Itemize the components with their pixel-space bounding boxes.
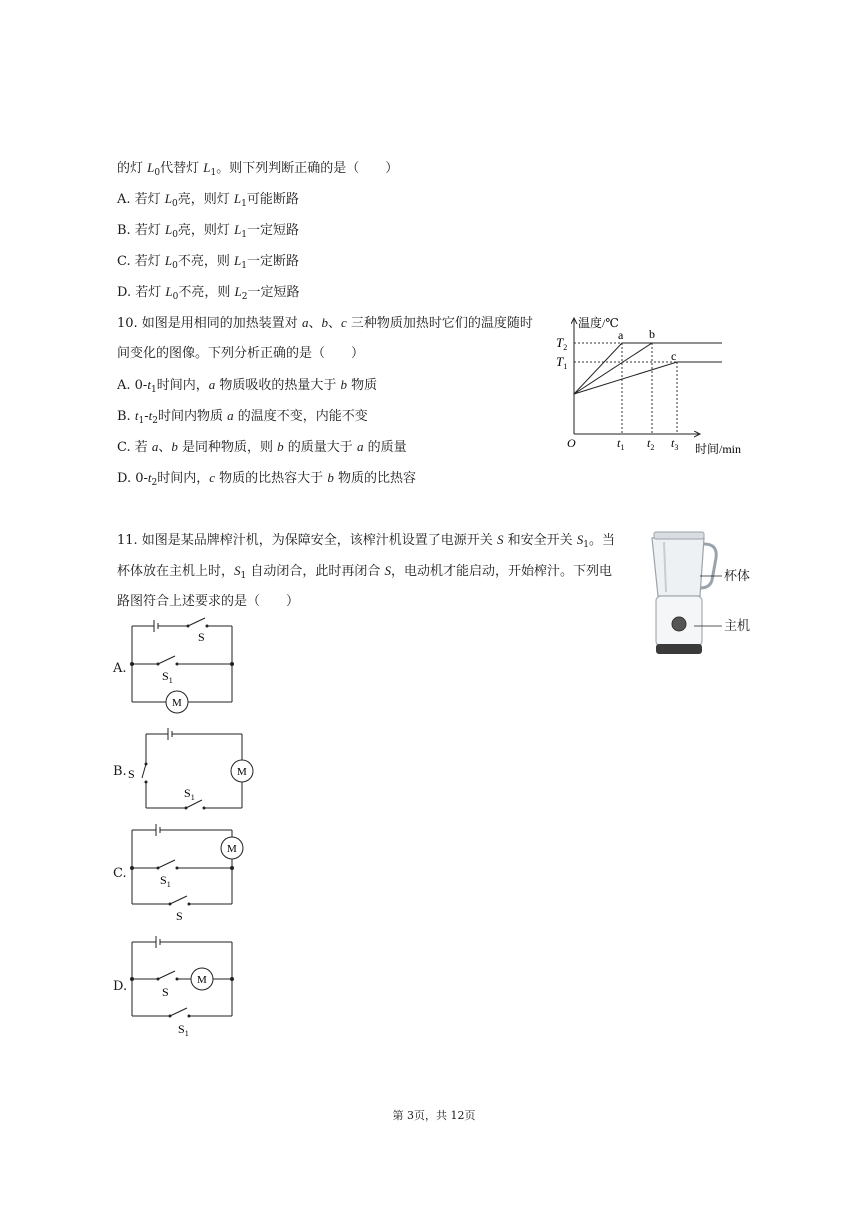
- juicer-image: [640, 528, 760, 663]
- circuit-a-motor-label: M: [172, 697, 182, 709]
- circuit-d-s-label: S: [162, 985, 169, 999]
- temperature-time-graph: [550, 310, 765, 460]
- q10-option-c: C. 若 a、b 是同种物质，则 b 的质量大于 a 的质量: [117, 439, 407, 455]
- circuit-b-motor-label: M: [237, 766, 247, 778]
- series-a-label: a: [618, 328, 624, 342]
- circuit-d-s1-label: $S_1$: [178, 1022, 189, 1038]
- circuit-a-s-label: S: [198, 630, 205, 644]
- circuit-a-s1-label: $S_1$: [162, 669, 173, 685]
- tick-t2: $t_2$: [647, 436, 655, 452]
- tick-t1: $t_1$: [617, 436, 625, 452]
- origin-label: O: [567, 436, 576, 450]
- x-axis-label: 时间/min: [695, 442, 742, 456]
- option-c-label: C.: [113, 866, 127, 881]
- series-c-line: [574, 362, 722, 394]
- tick-t3: $t_3$: [671, 436, 679, 452]
- q9-option-a: A. 若灯 $L_0$亮，则灯 $L_1$可能断路: [117, 191, 299, 209]
- circuit-a: [126, 614, 241, 714]
- circuit-b-s1-label: $S_1$: [184, 786, 195, 802]
- q9-option-c: C. 若灯 $L_0$不亮，则 $L_1$一定断路: [117, 253, 299, 271]
- circuit-b-s-label: S: [128, 767, 135, 781]
- circuit-d-motor-label: M: [197, 974, 207, 986]
- circuit-c-motor-label: M: [227, 843, 237, 855]
- series-a-line: [574, 343, 722, 394]
- series-c-label: c: [671, 349, 677, 363]
- q11-stem-line2: 杯体放在主机上时，$S_1$ 自动闭合，此时再闭合 S，电动机才能启动，开始榨汁。下列电: [117, 563, 613, 581]
- option-d-label: D.: [113, 979, 128, 994]
- y-axis-label: 温度/℃: [578, 316, 619, 330]
- q9-stem: 的灯 $L_0$代替灯 $L_1$。则下列判断正确的是（ ）: [117, 160, 399, 178]
- tick-T1: $T_1$: [556, 354, 568, 371]
- q10-stem-line2: 间变化的图像。下列分析正确的是（ ）: [117, 346, 365, 361]
- circuit-c-s-label: S: [176, 909, 183, 922]
- q10-option-b: B. $t_1-t_2$时间内物质 a 的温度不变，内能不变: [117, 408, 368, 426]
- q9-option-d: D. 若灯 $L_0$不亮，则 $L_2$一定短路: [117, 284, 300, 302]
- cup-label: 杯体: [724, 569, 751, 584]
- page-footer: 第 3页，共 12页: [392, 1109, 476, 1122]
- base-label: 主机: [724, 619, 751, 634]
- circuit-d: [126, 934, 241, 1040]
- series-b-line: [574, 343, 722, 394]
- circuit-c-s1-label: $S_1$: [160, 873, 171, 889]
- q11-stem-line1: 11. 如图是某品牌榨汁机，为保障安全，该榨汁机设置了电源开关 S 和安全开关 $S_1$。当: [117, 532, 615, 550]
- circuit-b: [126, 722, 266, 817]
- series-b-label: b: [649, 327, 655, 341]
- q10-option-a: A. $0-t_1$时间内，a 物质吸收的热量大于 b 物质: [117, 377, 378, 395]
- option-a-label: A.: [113, 661, 127, 676]
- q10-stem-line1: 10. 如图是用相同的加热装置对 a、b、c 三种物质加热时它们的温度随时: [117, 315, 533, 331]
- option-b-label: B.: [113, 764, 127, 779]
- tick-T2: $T_2$: [556, 335, 568, 352]
- q9-option-b: B. 若灯 $L_0$亮，则灯 $L_1$一定短路: [117, 222, 300, 240]
- q11-stem-line3: 路图符合上述要求的是（ ）: [117, 594, 300, 609]
- q10-option-d: D. $0-t_2$时间内，c 物质的比热容大于 b 物质的比热容: [117, 470, 416, 488]
- circuit-c: [126, 822, 251, 922]
